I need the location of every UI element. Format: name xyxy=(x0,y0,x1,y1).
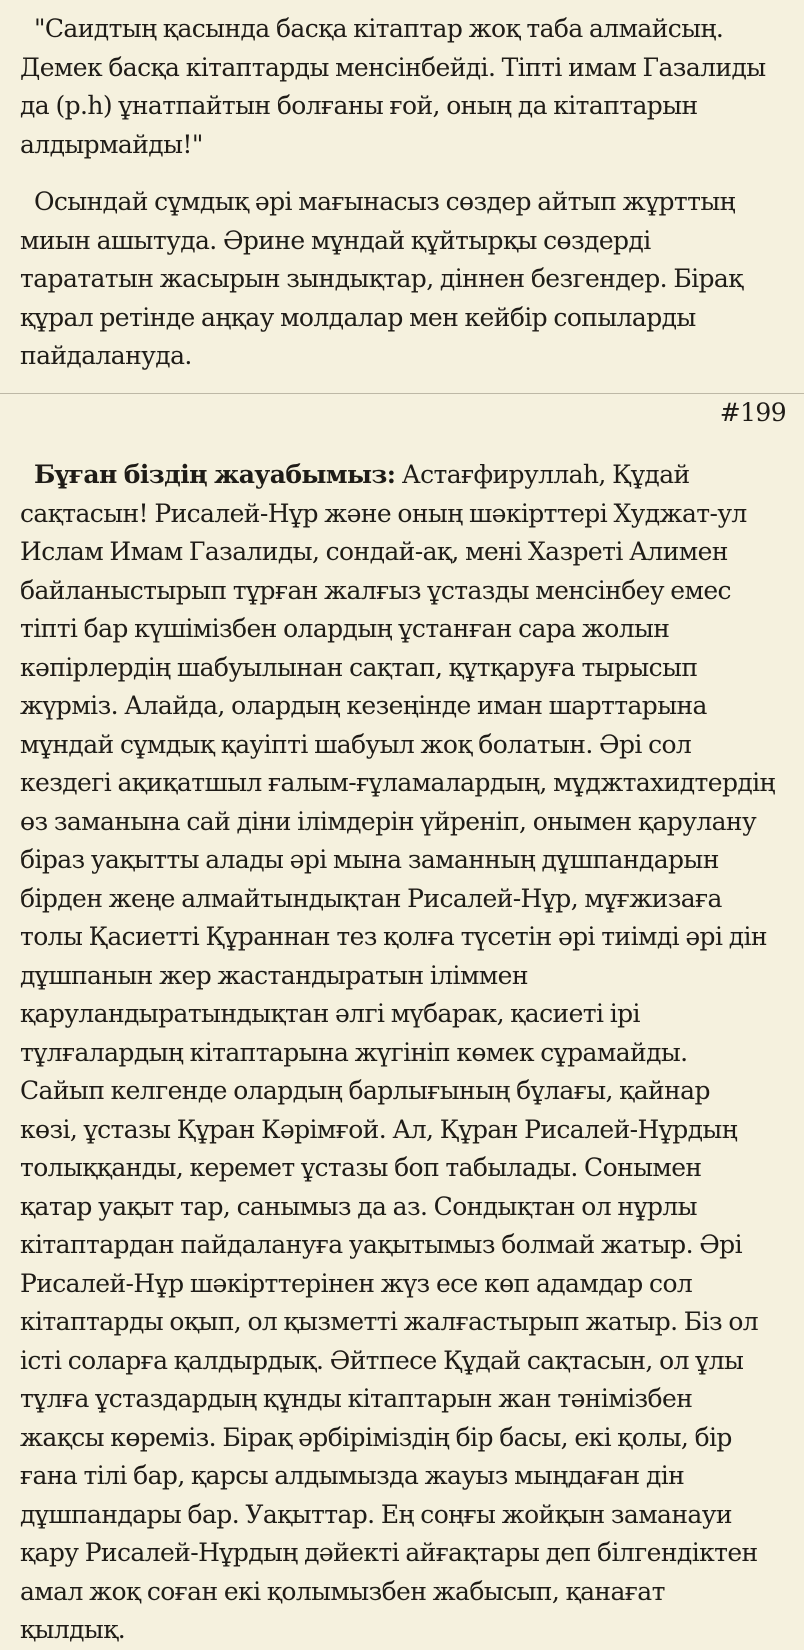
section-number: #199 xyxy=(719,398,786,427)
answer-text: Астағфируллаһ, Құдай сақтасын! Рисалей-Нұр және оның шәкірттері Худжат-ул Ислам Имам Газалиды, сондай-ақ, мені Хазреті Алимен байланыстырып тұрған жалғыз ұстазды менсінбеу емес тіпті бар күшімізбен олардың ұстанған сара жолын кәпірлердің шабуылынан сақтап, құтқаруға тырысып жүрміз. Алайда, олардың кезеңінде иман шарттарына мұндай сұмдық қауіпті шабуыл жоқ болатын. Әрі сол кездегі ақиқатшыл ғалым-ғұламалардың, мұджтахидтердің өз заманына сай діни ілімдерін үйреніп, онымен қарулану біраз уақытты алады әрі мына заманның дұшпандарын бірден жеңе алмайтындықтан Рисалей-Нұр, мұғжизаға толы Қасиетті Құраннан тез қолға түсетін әрі тиімді әрі дін дұшпанын жер жастандыратын іліммен қаруландыратындықтан әлгі мүбарак, қасиеті ірі тұлғалардың кітаптарына жүгініп көмек сұрамайды. Сайып келгенде олардың барлығының бұлағы, қайнар көзі, ұстазы Құран Кәрімғой. Ал, Құран Рисалей-Нұрдың толыққанды, керемет ұстазы боп табылады. Сонымен қатар уақыт тар, санымыз да аз. Сондықтан ол нұрлы кітаптардан пайдалануға уақытымыз болмай жатыр. Әрі Рисалей-Нұр шәкірттерінен жүз есе көп адамдар сол кітаптарды оқып, ол қызметті жалғастырып жатыр. Біз ол істі соларға қалдырдық. Әйтпесе Құдай сақтасын, ол ұлы тұлға ұстаздардың құнды кітаптарын жан тәнімізбен жақсы көреміз. Бірақ әрбіріміздің бір басы, екі қолы, бір ғана тілі бар, қарсы алдымызда жауыз мыңдаған дін дұшпандары бар. Уақыттар. Ең соңғы жойқын заманауи қару Рисалей-Нұрдың дәйекті айғақтары деп білгендіктен амал жоқ соған екі қолымызбен жабысып, қанағат қылдық. xyxy=(20,460,775,1644)
answer-paragraph xyxy=(0,456,804,1650)
commentary-paragraph: Осындай сұмдық әрі мағынасыз сөздер айтып жұрттың миын ашытуда. Әрине мұндай құйтырқы сөздерді тарататын жасырын зындықтар, діннен безгендер. Бірақ құрал ретінде аңқау молдалар мен кейбір сопыларды пайдалануда. xyxy=(20,187,743,370)
quote-paragraph: "Саидтың қасында басқа кітаптар жоқ таба алмайсың. Демек басқа кітаптарды менсінбейді. Тіпті имам Газалиды да (р.һ) ұнатпайтын болғаны ғой, оның да кітаптарын алдырмайды!" xyxy=(20,14,766,159)
section-divider xyxy=(0,393,804,394)
answer-lead: Бұған біздің жауабымыз: xyxy=(34,460,396,489)
